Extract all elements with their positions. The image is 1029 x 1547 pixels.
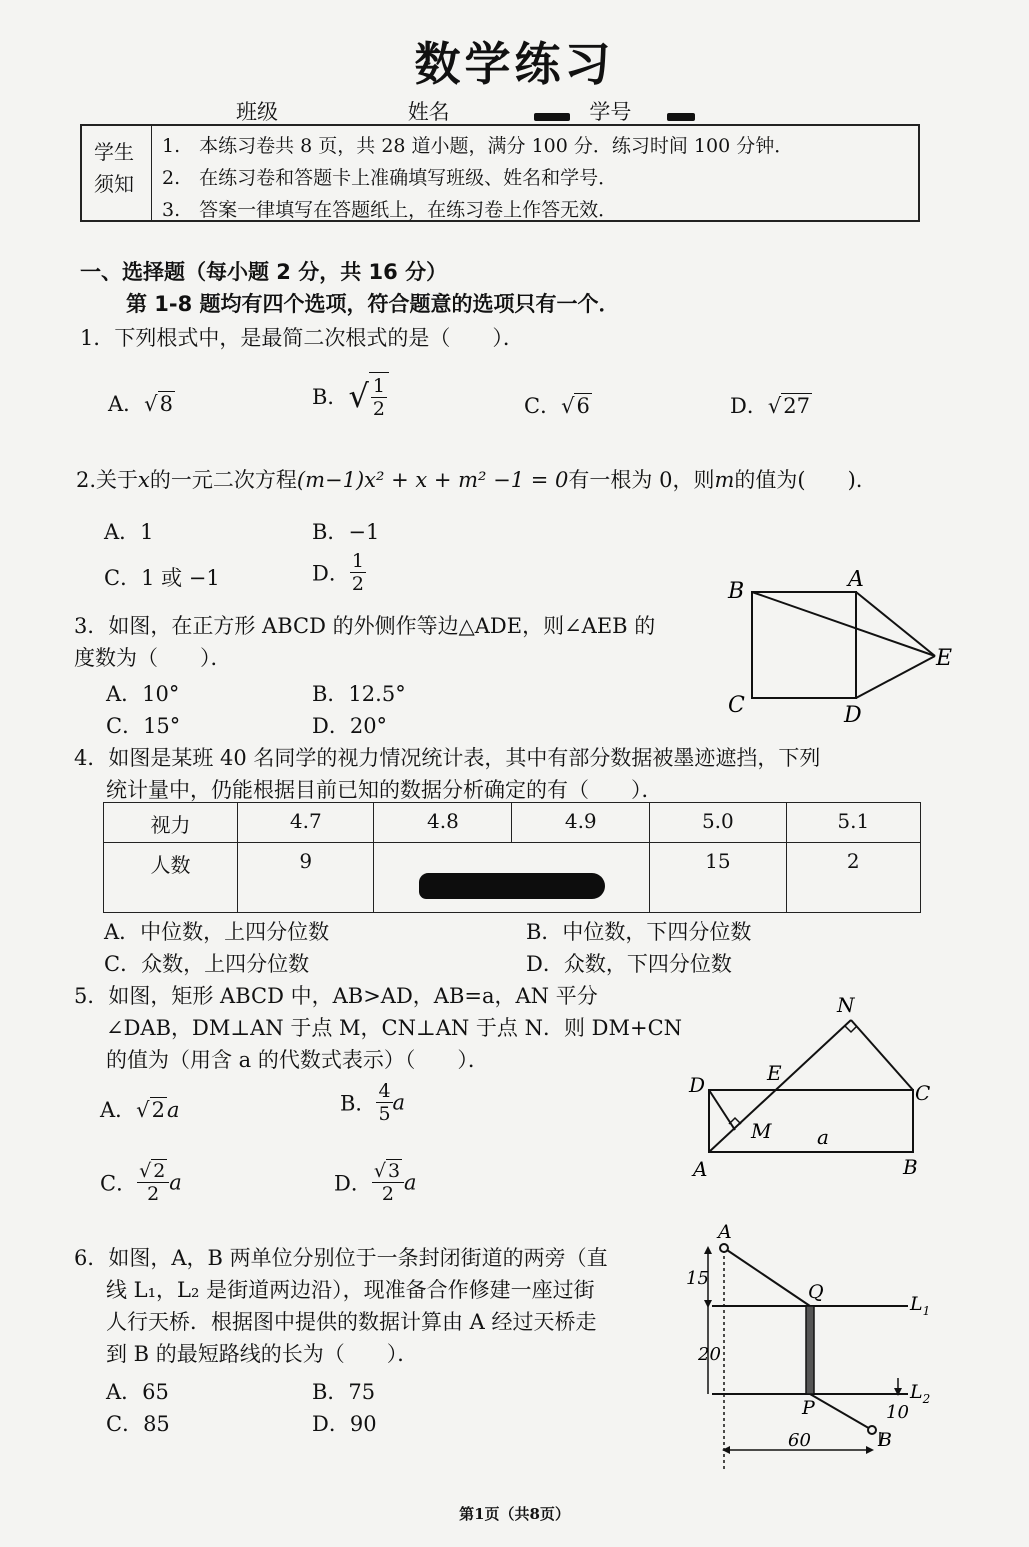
table-cell: 2 — [786, 843, 920, 913]
q2-option-d: D． $\frac{1}{2}$ — [312, 550, 364, 595]
q3-stem-line: 度数为（ ）． — [74, 646, 232, 670]
q2-option-a: A．1 — [104, 520, 154, 544]
q2-stem: 2.关于x的一元二次方程(m−1)x² + x + m² −1 = 0有一根为 0，则m的值为( ). — [76, 468, 863, 492]
table-header-row — [104, 803, 921, 843]
q3-option-b: B．12.5° — [312, 682, 406, 706]
point-label-d: D — [844, 703, 862, 728]
q6-stem-line: 6．如图，A，B 两单位分别位于一条封闭街道的两旁（直 — [74, 1246, 608, 1270]
q5-stem-line: 的值为（用含 a 的代数式表示）（ ）． — [106, 1048, 489, 1072]
table-header-cell: 5.1 — [786, 803, 920, 843]
dim-label-15: 15 — [686, 1268, 709, 1289]
point-label-m: M — [751, 1119, 772, 1143]
notice-box — [80, 124, 920, 222]
rectangle-abcd — [709, 1090, 913, 1152]
segment-cn — [851, 1020, 913, 1090]
segment-de — [856, 656, 935, 698]
point-label-n: N — [837, 993, 855, 1017]
point-label-a: A — [718, 1221, 732, 1243]
q4-option-c: C．众数，上四分位数 — [104, 952, 310, 976]
q6-option-a: A．65 — [106, 1380, 169, 1404]
notice-label-line: 学生 — [94, 140, 134, 164]
point-label-e: E — [936, 646, 953, 671]
q5-stem-line: 5．如图，矩形 ABCD 中，AB>AD，AB=a，AN 平分 — [74, 984, 598, 1008]
segment-aq — [724, 1248, 810, 1306]
segment-pb — [810, 1394, 872, 1430]
q4-stem-line: 4．如图是某班 40 名同学的视力情况统计表，其中有部分数据被墨迹遮挡，下列 — [74, 746, 821, 770]
table-header-cell: 4.8 — [374, 803, 512, 843]
arrow-icon — [866, 1446, 874, 1454]
q6-option-b: B．75 — [312, 1380, 376, 1404]
table-header-cell: 4.7 — [238, 803, 374, 843]
footbridge — [806, 1306, 814, 1394]
q3-stem-line: 3．如图，在正方形 ABCD 的外侧作等边△ADE，则∠AEB 的 — [74, 614, 656, 638]
dim-label-10: 10 — [886, 1402, 909, 1423]
q6-stem-line: 到 B 的最短路线的长为（ ）． — [106, 1342, 419, 1366]
point-label-b: B — [878, 1429, 892, 1451]
arrow-icon — [722, 1446, 730, 1454]
q6-stem-line: 线 L₁，L₂ 是街道两边沿），现准备合作修建一座过街 — [106, 1278, 595, 1302]
point-label-b: B — [728, 579, 745, 604]
table-cell-obscured — [374, 843, 650, 913]
notice-label-line: 须知 — [94, 172, 134, 196]
q4-option-d: D．众数，下四分位数 — [526, 952, 732, 976]
q5-option-c: C． $\frac{√ 2}{2}$ a — [100, 1160, 182, 1205]
section-heading: 一、选择题（每小题 2 分，共 16 分） — [80, 260, 448, 284]
right-angle-m — [729, 1118, 741, 1124]
q1-option-d: D．√27 — [730, 394, 810, 418]
q5-stem-line: ∠DAB，DM⊥AN 于点 M，CN⊥AN 于点 N．则 DM+CN — [106, 1016, 683, 1040]
q5-figure — [685, 988, 935, 1188]
q6-stem-line: 人行天桥．根据图中提供的数据计算由 A 经过天桥走 — [106, 1310, 597, 1334]
point-label-a: A — [693, 1157, 708, 1181]
section-subheading: 第 1-8 题均有四个选项，符合题意的选项只有一个． — [126, 292, 620, 316]
dim-label-20: 20 — [698, 1344, 721, 1365]
point-label-q: Q — [808, 1281, 824, 1303]
table-header-cell: 视力 — [104, 803, 238, 843]
notice-item: 2. 在练习卷和答题卡上准确填写班级、姓名和学号． — [162, 167, 618, 189]
redaction-mark — [667, 113, 695, 121]
q5-option-a: A．√2a — [100, 1098, 180, 1122]
point-label-a: A — [848, 570, 864, 592]
ink-blot — [419, 873, 605, 899]
q4-option-a: A．中位数，上四分位数 — [104, 920, 330, 944]
point-b-dot — [868, 1426, 876, 1434]
q6-figure — [680, 1220, 940, 1480]
square-abcd — [752, 592, 856, 698]
q6-option-c: C．85 — [106, 1412, 170, 1436]
point-label-d: D — [689, 1073, 706, 1097]
q3-option-d: D．20° — [312, 714, 388, 738]
redaction-mark — [534, 113, 570, 121]
class-label: 班级 — [236, 100, 278, 124]
table-row-label: 人数 — [104, 843, 238, 913]
line-label-l2: $L_2$ — [910, 1381, 931, 1406]
q4-stem-line: 统计量中，仍能根据目前已知的数据分析确定的有（ ）． — [106, 778, 663, 802]
point-label-e: E — [767, 1061, 782, 1085]
segment-be — [752, 592, 935, 656]
arrow-icon — [704, 1246, 712, 1254]
segment-an — [709, 1020, 851, 1152]
q2-option-c: C．1 或 −1 — [104, 566, 220, 590]
notice-item: 3. 答案一律填写在答题纸上，在练习卷上作答无效． — [162, 199, 618, 221]
q1-option-c: C．√6 — [524, 394, 590, 418]
q2-option-b: B．−1 — [312, 520, 380, 544]
line-label-l1: $L_1$ — [910, 1293, 931, 1318]
q3-figure — [720, 570, 970, 730]
q6-option-d: D．90 — [312, 1412, 377, 1436]
segment-dm — [709, 1090, 735, 1130]
name-label: 姓名 — [407, 100, 450, 124]
table-header-cell: 4.9 — [512, 803, 650, 843]
segment-ae — [856, 592, 935, 656]
point-label-p: P — [802, 1397, 815, 1419]
point-label-c: C — [915, 1081, 931, 1105]
q3-option-c: C．15° — [106, 714, 181, 738]
dim-label-60: 60 — [788, 1430, 811, 1451]
q5-option-d: D． $\frac{√ 3}{2}$ a — [334, 1160, 417, 1205]
right-angle-n — [845, 1026, 857, 1032]
q5-option-b: B． $\frac{4}{5}$ a — [340, 1080, 406, 1125]
arrow-icon — [704, 1300, 712, 1308]
point-a-dot — [720, 1244, 728, 1252]
length-label-a: a — [817, 1125, 829, 1149]
q1-option-b: B．√ $\frac{1}{2}$ — [312, 372, 389, 420]
point-label-b: B — [903, 1155, 918, 1179]
page-footer: 第1页（共8页） — [459, 1505, 570, 1523]
page-title: 数学练习 — [414, 37, 615, 91]
q1-option-a: A．√8 — [108, 392, 173, 416]
table-cell: 9 — [238, 843, 374, 913]
table-cell: 15 — [650, 843, 786, 913]
table-header-cell: 5.0 — [650, 803, 786, 843]
table-row — [104, 843, 921, 913]
q1-stem: 1．下列根式中，是最简二次根式的是（ ）． — [80, 326, 524, 350]
notice-label — [82, 126, 152, 220]
q4-option-b: B．中位数，下四分位数 — [526, 920, 752, 944]
notice-item: 1. 本练习卷共 8 页，共 28 道小题，满分 100 分．练习时间 100 分钟． — [162, 135, 794, 157]
student-info-line — [236, 96, 767, 126]
vision-stats-table — [103, 802, 921, 913]
id-label: 学号 — [589, 100, 632, 124]
point-label-c: C — [728, 693, 745, 718]
q3-option-a: A．10° — [106, 682, 180, 706]
